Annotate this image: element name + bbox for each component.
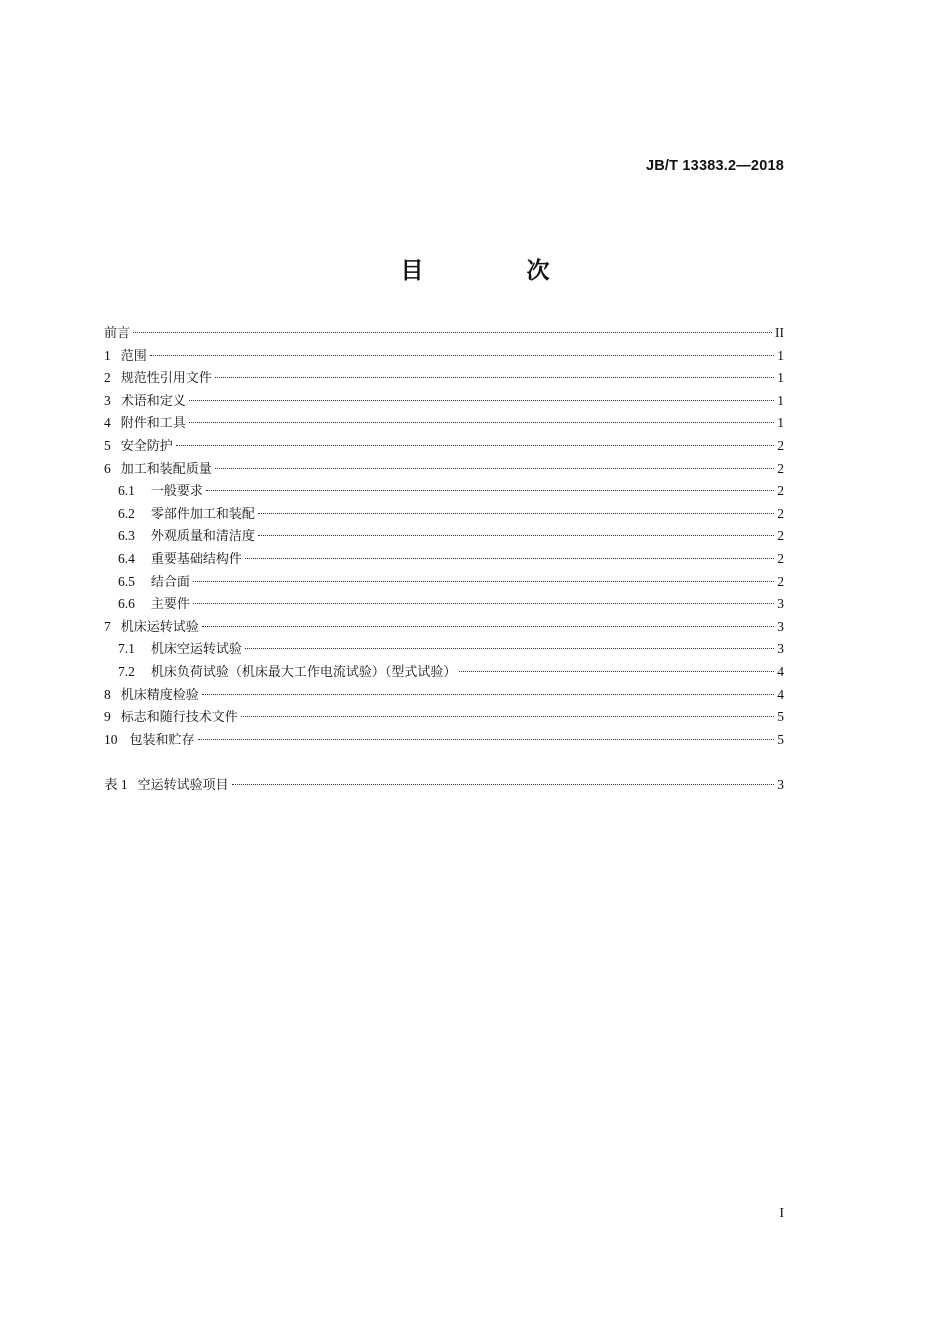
toc-entry-label: 机床空运转试验 [150,642,242,658]
toc-entry-number: 2 [104,370,111,386]
toc-entry-page: 2 [777,573,784,589]
toc-entry-number: 7.2 [118,663,135,679]
toc-entry[interactable] [104,435,784,458]
toc-entry-label: 零部件加工和装配 [150,506,255,522]
toc-entry-page: 3 [777,777,784,793]
toc-leader-dots [245,648,774,649]
toc-entry-number: 10 [104,731,118,747]
toc-leader-dots [215,377,774,378]
toc-entry[interactable] [104,706,784,729]
toc-entry[interactable] [104,616,784,639]
toc-entry[interactable] [104,367,784,390]
toc-entry[interactable] [104,345,784,368]
toc-entry-number: 7 [104,618,111,634]
toc-leader-dots [258,513,774,514]
page-title: 目 次 [400,258,590,284]
toc-entry-label: 空运转试验项目 [137,778,229,794]
toc-entry-label: 前言 [104,326,131,341]
toc-entry[interactable] [104,571,784,594]
toc-entry-page: 3 [777,596,784,612]
toc-entry-number: 3 [104,392,111,408]
toc-entry-page: 1 [777,392,784,408]
toc-leader-dots [133,332,772,333]
toc-leader-dots [193,603,774,604]
toc-leader-dots [202,694,774,695]
toc-leader-dots [193,581,774,582]
toc-leader-dots [215,468,774,469]
toc-entry-page: 3 [777,641,784,657]
toc-entry[interactable] [104,322,784,345]
toc-entry-page: 2 [777,483,784,499]
toc-entry-number: 6.2 [118,505,135,521]
toc-entry-number: 9 [104,709,111,725]
toc-entry[interactable] [104,773,784,796]
toc-entry-number: 5 [104,437,111,453]
toc-entry-label: 主要件 [150,597,190,613]
toc-entry-page: 3 [777,618,784,634]
toc-entry[interactable] [104,548,784,571]
toc-leader-dots [150,355,774,356]
toc-entry[interactable] [104,593,784,616]
toc-entry-page: 1 [777,370,784,386]
toc-entry-page: 2 [777,505,784,521]
toc-entry-label: 术语和定义 [120,393,186,409]
toc-entry-page: 2 [777,550,784,566]
toc-entry-label: 附件和工具 [120,416,186,432]
toc-leader-dots [245,558,774,559]
toc-entry-page: 1 [777,347,784,363]
toc-entry-number: 6.4 [118,550,135,566]
toc-entry-label: 外观质量和清洁度 [150,529,255,545]
toc-leader-dots [206,490,774,491]
toc-leader-dots [459,671,774,672]
toc-entry-number: 8 [104,686,111,702]
toc-entry-number: 表 1 [104,777,128,793]
toc-entry-number: 4 [104,415,111,431]
toc-entry-number: 1 [104,347,111,363]
toc-entry-label: 机床运转试验 [120,619,199,635]
toc-entry-page: II [775,325,784,340]
toc-entry-label: 机床精度检验 [120,687,199,703]
toc-leader-dots [241,716,774,717]
toc-entry-label: 标志和随行技术文件 [120,710,238,726]
toc-leader-dots [189,422,774,423]
toc-entry[interactable] [104,503,784,526]
toc-entry-label: 重要基础结构件 [150,551,242,567]
toc-entry-label: 规范性引用文件 [120,371,212,387]
toc-leader-dots [176,445,774,446]
toc-entry-label: 范围 [120,348,147,364]
toc-entry-page: 2 [777,460,784,476]
toc-entry-number: 6.5 [118,573,135,589]
page-number: I [779,1206,784,1221]
toc-entry-page: 5 [777,709,784,725]
toc-entry-label: 一般要求 [150,484,203,500]
toc-entry[interactable] [104,525,784,548]
toc-entry-label: 加工和装配质量 [120,461,212,477]
toc-entry[interactable] [104,390,784,413]
toc-entry-number: 7.1 [118,641,135,657]
toc-entry[interactable] [104,480,784,503]
toc-leader-dots [232,784,775,785]
toc-entry[interactable] [104,458,784,481]
toc-entry-page: 4 [777,686,784,702]
standard-code: JB/T 13383.2—2018 [645,158,784,174]
toc-entry-number: 6.1 [118,483,135,499]
toc-entry-page: 4 [777,663,784,679]
toc-entry[interactable] [104,729,784,752]
toc-entry-label: 机床负荷试验（机床最大工作电流试验）（型式试验） [150,664,457,680]
toc-entry-number: 6.6 [118,596,135,612]
toc-leader-dots [258,535,774,536]
toc-entry-page: 5 [777,731,784,747]
toc-entry-number: 6.3 [118,528,135,544]
toc-entry-page: 2 [777,437,784,453]
toc-leader-dots [198,739,775,740]
toc-entry-number: 6 [104,460,111,476]
toc-entry[interactable] [104,661,784,684]
toc-leader-dots [202,626,774,627]
toc-entry[interactable] [104,412,784,435]
toc-entry-label: 包装和贮存 [129,732,195,748]
toc-entry-page: 1 [777,415,784,431]
toc-leader-dots [189,400,774,401]
toc-entry[interactable] [104,684,784,707]
table-of-contents [104,322,784,796]
toc-entry-label: 安全防护 [120,438,173,454]
toc-entry[interactable] [104,638,784,661]
toc-entry-page: 2 [777,528,784,544]
toc-entry-label: 结合面 [150,574,190,590]
